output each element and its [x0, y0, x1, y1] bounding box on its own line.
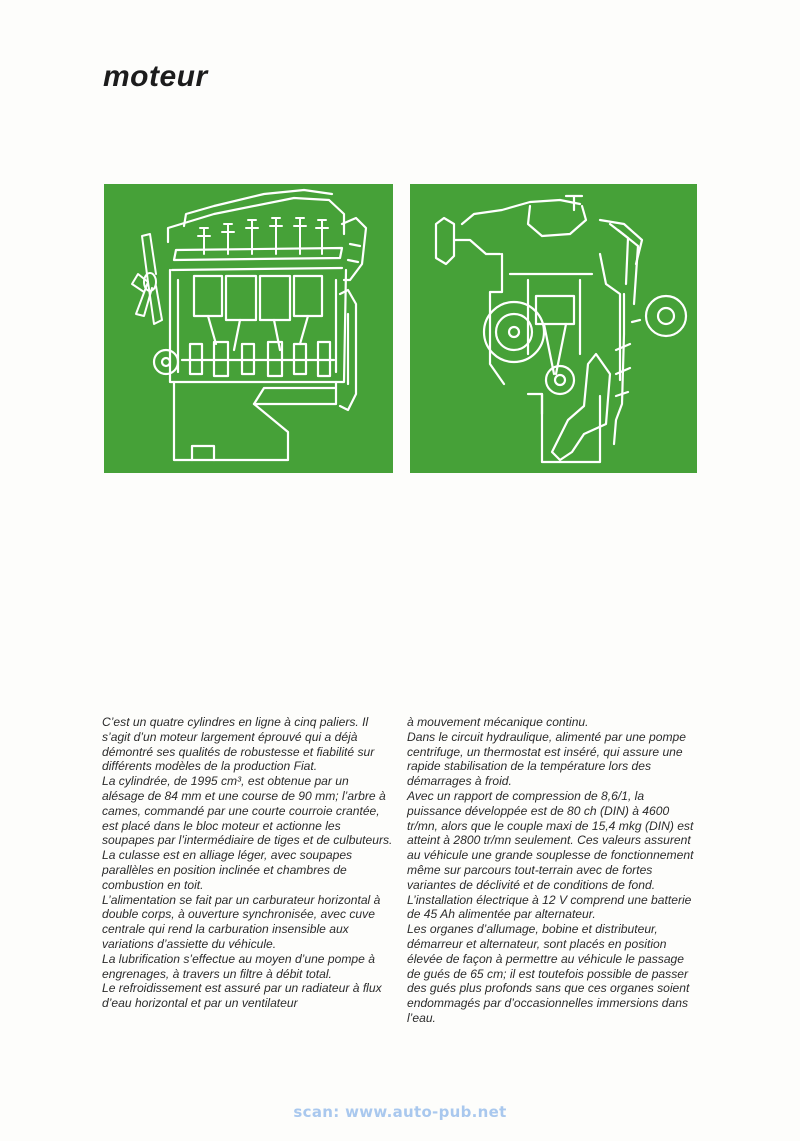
- paragraph: La culasse est en alliage léger, avec soupapes parallèles en position inclinée et chambres de combustion en toit.: [102, 848, 353, 892]
- paragraph: La cylindrée, de 1995 cm³, est obtenue par un alésage de 84 mm et une course de 90 mm; l’arbre à cames, commandé par une courte courroie crantée, est placé dans le bloc moteur et actionne les soupapes par l’intermédiaire de tiges et de culbuteurs.: [102, 774, 393, 848]
- paragraph: Le refroidissement est assuré par un radiateur à flux d’eau horizontal et par un ventilateur: [102, 981, 382, 1011]
- paragraph: L’alimentation se fait par un carburateur horizontal à double corps, à ouverture synchronisée, avec cuve centrale qui rend la carburation insensible aux variations d’assiette du véhicule.: [102, 892, 381, 951]
- scan-watermark: scan: www.auto-pub.net: [293, 1103, 507, 1121]
- paragraph: Les organes d’allumage, bobine et distributeur, démarreur et alternateur, sont placés en position élevée de façon à permettre au véhicule le passage de gués de 65 cm; il est toutefois possible de passer des gués plus profonds sans que ces organes soient endommagés par d’occasionnelles immersions dans l’eau.: [407, 922, 690, 1025]
- paragraph: Avec un rapport de compression de 8,6/1, la puissance développée est de 80 ch (DIN) à 4600 tr/mn, alors que le couple maxi de 15,4 mkg (DIN) est atteint à 2800 tr/mn seulement. Ces valeurs assurent au véhicule une grande souplesse de fonctionnement même sur parcours tout-terrain avec de fortes variantes de déclivité et de conditions de fond.: [407, 788, 694, 892]
- paragraph: La lubrification s’effectue au moyen d’une pompe à engrenages, à travers un filtre à débit total.: [102, 951, 375, 981]
- text-column-left: [102, 715, 394, 1011]
- paragraph: Dans le circuit hydraulique, alimenté par une pompe centrifuge, un thermostat est inséré, qui assure une rapide stabilisation de la température lors des démarrages à froid.: [407, 729, 686, 789]
- paragraph: à mouvement mécanique continu.: [407, 715, 589, 729]
- engine-front-cutaway-icon: [410, 184, 697, 473]
- text-column-right: [407, 715, 699, 1026]
- paragraph: C’est un quatre cylindres en ligne à cinq paliers. Il s’agit d’un moteur largement éprouvé qui a déjà démontré ses qualités de robustesse et fiabilité sur différents modèles de la production Fiat.: [102, 715, 375, 774]
- page-title: moteur: [103, 60, 208, 93]
- paragraph: L’installation électrique à 12 V comprend une batterie de 45 Ah alimentée par alternateur.: [407, 892, 692, 922]
- engine-side-illustration: [104, 184, 393, 473]
- engine-side-cutaway-icon: [104, 184, 393, 473]
- engine-front-illustration: [410, 184, 697, 473]
